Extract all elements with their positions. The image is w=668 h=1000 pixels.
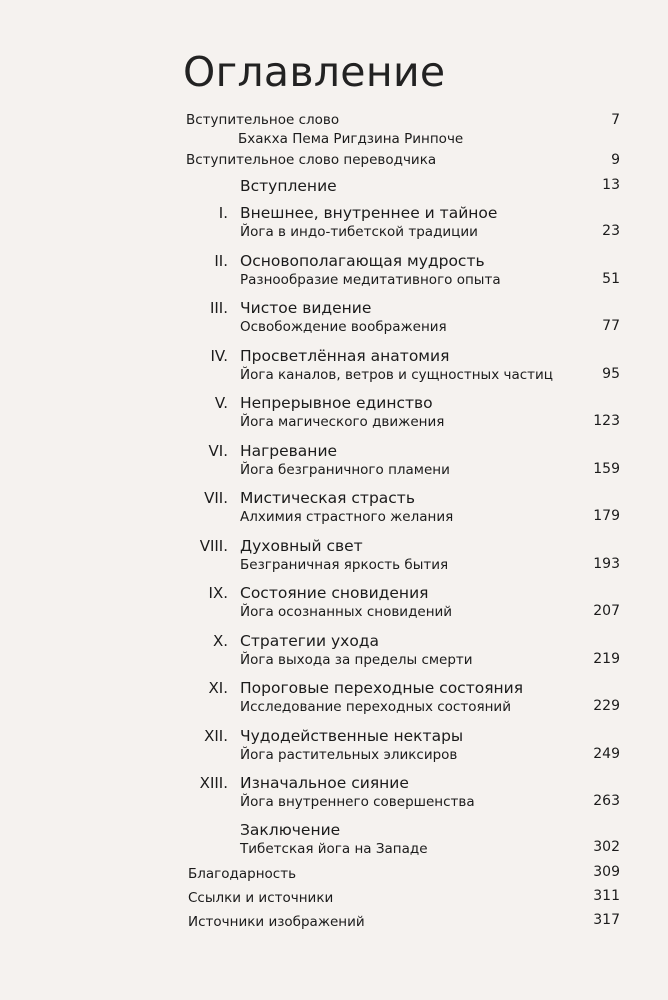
entry-subtitle: Тибетская йога на Западе — [240, 841, 428, 857]
chapter-number: IX. — [208, 584, 228, 602]
entry-subtitle: Йога растительных эликсиров — [240, 747, 458, 763]
entry-title: Нагревание — [240, 442, 338, 460]
page-number: 263 — [593, 793, 620, 809]
chapter-number: XIII. — [199, 774, 228, 792]
entry-subtitle: Йога в индо-тибетской традиции — [240, 224, 478, 240]
entry-title: Мистическая страсть — [240, 489, 415, 507]
chapter-number: II. — [214, 252, 228, 270]
page-number: 51 — [602, 271, 620, 287]
entry-subtitle: Йога внутреннего совершенства — [240, 794, 475, 810]
entry-subtitle: Йога магического движения — [240, 414, 445, 430]
entry-title: Непрерывное единство — [240, 394, 433, 412]
entry-subtitle: Разнообразие медитативного опыта — [240, 272, 501, 288]
page-number: 219 — [593, 651, 620, 667]
entry-title: Источники изображений — [188, 914, 365, 930]
page-number: 193 — [593, 556, 620, 572]
page-number: 95 — [602, 366, 620, 382]
chapter-number: I. — [218, 204, 228, 222]
entry-subtitle: Йога безграничного пламени — [240, 462, 450, 478]
page-number: 13 — [602, 177, 620, 193]
entry-title: Духовный свет — [240, 537, 363, 555]
entry-title: Чистое видение — [240, 299, 372, 317]
entry-subtitle: Освобождение воображения — [240, 319, 447, 335]
chapter-number: V. — [214, 394, 228, 412]
page-number: 207 — [593, 603, 620, 619]
page-number: 9 — [611, 152, 620, 168]
page-number: 302 — [593, 839, 620, 855]
page-number: 23 — [602, 223, 620, 239]
entry-title: Основополагающая мудрость — [240, 252, 485, 270]
page-number: 7 — [611, 112, 620, 128]
entry-subtitle: Алхимия страстного желания — [240, 509, 454, 525]
entry-title: Стратегии ухода — [240, 632, 380, 650]
chapter-number: X. — [212, 632, 228, 650]
page-number: 249 — [593, 746, 620, 762]
page-number: 311 — [593, 888, 620, 904]
page-number: 159 — [593, 461, 620, 477]
page-number: 179 — [593, 508, 620, 524]
entry-title: Заключение — [240, 821, 341, 839]
entry-title: Внешнее, внутреннее и тайное — [240, 204, 498, 222]
page-number: 229 — [593, 698, 620, 714]
entry-title: Изначальное сияние — [240, 774, 409, 792]
page-number: 77 — [602, 318, 620, 334]
entry-subtitle: Йога каналов, ветров и сущностных частиц — [240, 367, 553, 383]
chapter-number: XII. — [204, 727, 228, 745]
chapter-number: III. — [209, 299, 228, 317]
entry-subtitle: Йога осознанных сновидений — [240, 604, 453, 620]
entry-subtitle: Безграничная яркость бытия — [240, 557, 449, 573]
page-number: 317 — [593, 912, 620, 928]
chapter-number: VIII. — [199, 537, 228, 555]
entry-title: Вступление — [240, 177, 337, 195]
chapter-number: VII. — [204, 489, 228, 507]
entry-title: Благодарность — [188, 866, 297, 882]
entry-subtitle: Йога выхода за пределы смерти — [240, 652, 473, 668]
page-title: Оглавление — [183, 48, 446, 96]
page-number: 309 — [593, 864, 620, 880]
entry-title: Состояние сновидения — [240, 584, 429, 602]
chapter-number: IV. — [210, 347, 228, 365]
entry-title: Вступительное слово — [186, 112, 340, 128]
entry-title: Вступительное слово переводчика — [186, 152, 437, 168]
entry-title: Просветлённая анатомия — [240, 347, 450, 365]
entry-title: Пороговые переходные состояния — [240, 679, 524, 697]
entry-subtitle: Исследование переходных состояний — [240, 699, 511, 715]
chapter-number: VI. — [208, 442, 228, 460]
chapter-number: XI. — [208, 679, 228, 697]
entry-title: Чудодейственные нектары — [240, 727, 464, 745]
entry-subtitle: Бхакха Пема Ригдзина Ринпоче — [238, 131, 464, 147]
page-number: 123 — [593, 413, 620, 429]
entry-title: Ссылки и источники — [188, 890, 334, 906]
